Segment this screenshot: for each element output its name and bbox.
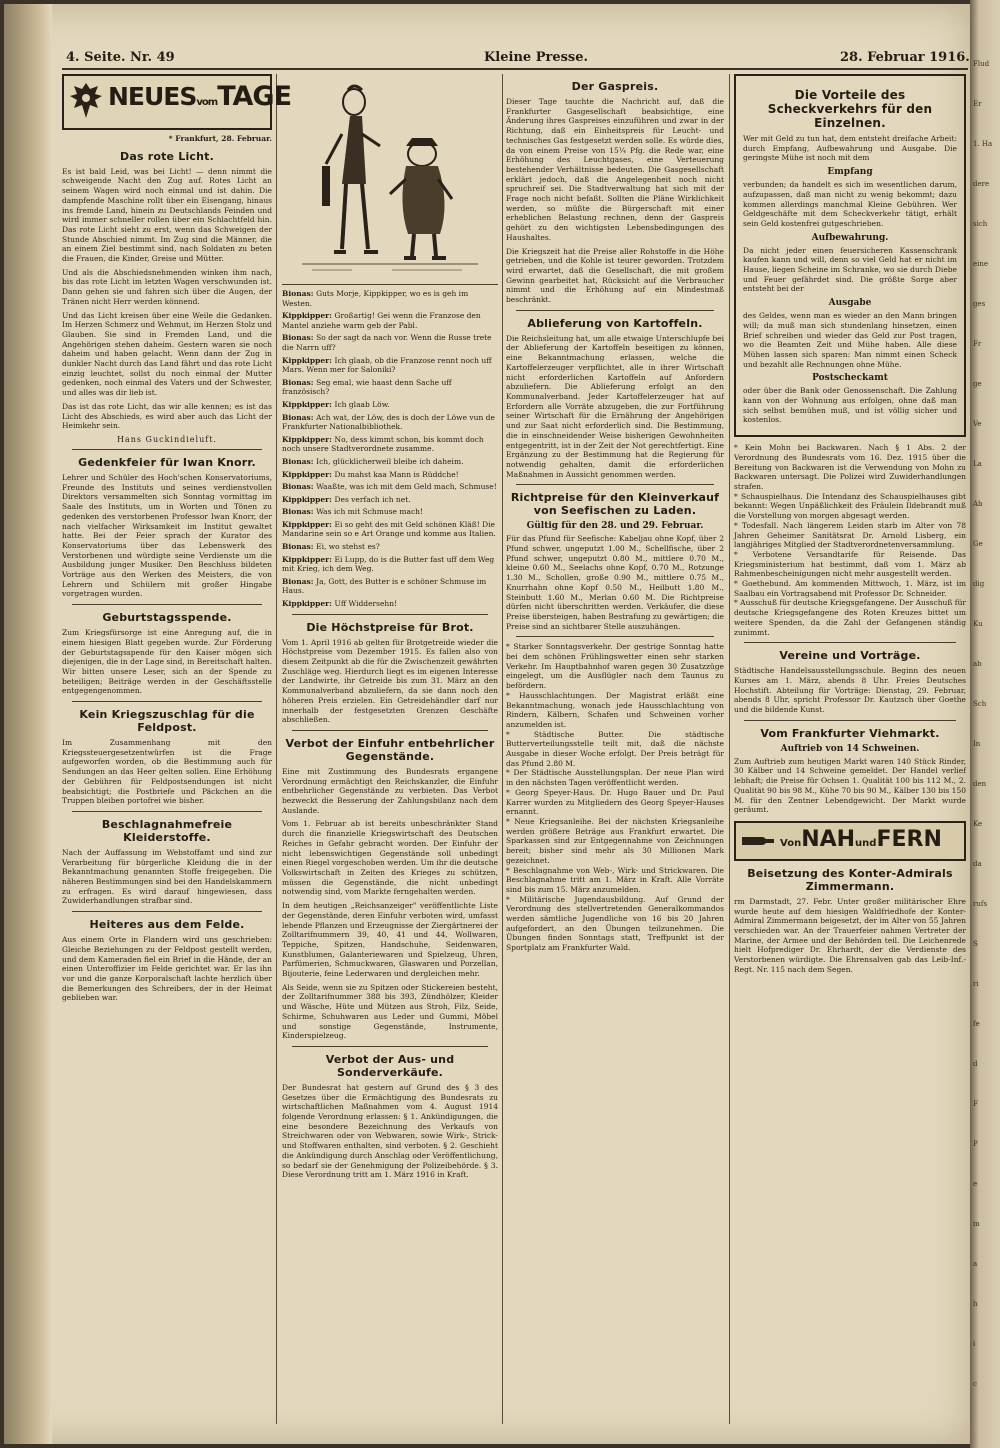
column-rule (502, 74, 503, 1424)
article-title: Richtpreise für den Kleinverkauf von Seefischen zu Laden. (510, 491, 720, 518)
column-1 (62, 74, 292, 1424)
dialog-line (282, 378, 498, 397)
section-divider (72, 911, 262, 912)
adjacent-page-fragment: ab (973, 660, 982, 668)
section-divider (516, 636, 714, 637)
adjacent-page-fragment: 1. Ha (973, 140, 993, 148)
dialog-text: Du mahst kaa Mann is Rüddche! (334, 469, 459, 479)
dateline: * Frankfurt, 28. Februar. (168, 134, 272, 143)
column-4 (734, 74, 966, 1424)
dialog-speaker: Bionas: (282, 482, 317, 492)
article-title: Geburtstagsspende. (102, 611, 232, 625)
article-title: Der Gaspreis. (571, 80, 659, 93)
dialog-text: Ei so geht des mit Geld schönen Kläß! Die Mandarine sein so e Art Orange und komme aus Italien. (282, 519, 496, 539)
dialog-speaker: Bionas: (282, 412, 317, 422)
article-paragraph: Dieser Tage tauchte die Nachricht auf, daß die Frankfurter Gasgesellschaft beabsichtige, eine Änderung ihres Gaspreises einzuführen und zwar in der Richtung, daß ein Einheitspreis für Leucht- und technisches Gas festgesetzt werden solle. Es würde dies, da von einem Preise von 15¼ Pfg. die Rede war, eine Erhöhung des Leuchtgases, eine Verteuerung bestehender Verhältnisse bedeuten. Die Gasgesellschaft erklärt jedoch, daß die Angelegenheit noch nicht spruchreif sei. Die Stadtverwaltung hat sich mit der Frage noch nicht befaßt. Sollten die Pläne Wirklichkeit werden, so müßte die Bürgerschaft mit einer erheblichen Belastung rechnen, denn der Gaspreis gehört zu den wichtigsten Lebensbedingungen des Haushaltes. (506, 97, 724, 242)
box-subhead: Postscheckamt (812, 373, 888, 384)
dialog-text: Großartig! Gei wenn die Franzose den Mantel anziehe warm geb der Pabl. (282, 311, 481, 330)
adjacent-page-fragment: ges (973, 300, 986, 308)
dialog-speaker: Bionas: (282, 289, 317, 298)
von-nah-und-fern-banner (734, 821, 966, 861)
adjacent-page-fragment: ri (973, 980, 979, 988)
box-paragraph: verbunden; da handelt es sich im wesentlichen darum, aufzupassen, daß man nicht zu wenig bekommt; dazu kommen allerdings manchmal Kleine Gebühren. Wer Geldgeschäfte mit dem Scheckverkehr tätigt, erhält sein Geld kostenfrei gutgeschrieben. (743, 180, 957, 228)
article-paragraph: Lehrer und Schüler des Hoch'schen Konservatoriums, Freunde des Instituts und seines verdienstvollen Direktors versammelten sich Sonntag vormittag im Saale des Instituts, um in Worten und Tönen zu gedenken des verstorbenen Professor Iwan Knorr, der nach vielfacher Wirksamkeit im Institut gewaltet hatte. Bei der Feier sprach der Kurator des Konservatoriums über das Lebenswerk des Verstorbenen und würdigte seine Verdienste um die Ausbildung junger Musiker. Den Beschluss bildeten Vorträge aus den Werken des Meisters, die von Lehrern und Schülern mit großer Hingabe vorgetragen wurden. (62, 472, 272, 599)
article-title: Das rote Licht. (119, 149, 215, 163)
article-title: Vom Frankfurter Viehmarkt. (760, 726, 940, 740)
dialog-line (282, 289, 498, 308)
section-divider (292, 614, 488, 615)
page-number-header: 4. Seite. Nr. 49 (66, 50, 175, 65)
article-paragraph: Das ist das rote Licht, das wir alle kennen; es ist das Licht des Abschieds, es wird aber auch das Licht der Heimkehr sein. (62, 401, 272, 431)
article-paragraph: rm Darmstadt, 27. Febr. Unter großer militärischer Ehre wurde heute auf dem hiesigen Waldfriedhofe der Konter-Admiral Zimmermann beigesetzt, der im Alter von 55 Jahren verschieden war. An der Trauerfeier nahmen Vertreter der Marine, der Armee und der Behörden teil. Die Leichenrede hielt Hofprediger Dr. Ehrhardt, der die Verdienste des Verstorbenen würdigte. Die Ehrensalven gab das Leib-Inf.-Regt. Nr. 115 nach dem Segen. (734, 896, 966, 974)
article-paragraph: Eine mit Zustimmung des Bundesrats ergangene Verordnung ermächtigt den Reichskanzler, die Einfuhr entbehrlicher Gegenstände zu verbieten. Das Verbot bezweckt die Besserung der Zahlungsbilanz nach dem Auslande. (282, 766, 498, 815)
adjacent-page-fragment: ge (973, 380, 982, 388)
dialog-text: So der sagt da nach vor. Wenn die Russe trete die Narrn uff? (282, 333, 492, 352)
adjacent-page-fragment: m (973, 1220, 980, 1228)
dialog-text: Ach wat, der Löw, des is doch der Löwe vun de Frankfurter Nationalbibliothek. (282, 412, 495, 432)
eagle-emblem-icon (68, 80, 104, 122)
section-divider (516, 310, 714, 311)
article-title: Die Höchstpreise für Brot. (306, 620, 474, 634)
adjacent-page-fragment: La (973, 460, 982, 468)
dialog-line (282, 599, 498, 609)
dialog-text: Uff Widdersehn! (334, 599, 398, 609)
article-subtitle: Auftrieb von 14 Schweinen. (780, 743, 920, 754)
dialog-line (282, 555, 498, 574)
dialog-speaker: Bionas: (282, 333, 317, 343)
article-title: Verbot der Aus- und Sonderverkäufe. (325, 1052, 455, 1079)
adjacent-page-fragment: c (973, 1380, 977, 1388)
adjacent-page-fragment: Sch (973, 700, 987, 708)
cartoon-dialog (282, 289, 498, 609)
adjacent-page-fragment: h (973, 1300, 978, 1308)
dialog-speaker: Bionas: (282, 456, 317, 466)
dialog-line (282, 311, 498, 330)
box-paragraph: des Geldes, wenn man es wieder an den Mann bringen will; da muß man sich stundenlang hinsetzen, einen Brief schreiben und wieder das Geld zur Post tragen, wo die Beamten Zeit und Mühe haben. Alle diese Mühen lassen sich sparen: Man nimmt einen Scheck und bezahlt alle Rechnungen ohne Mühe. (743, 311, 957, 369)
box-paragraph: Wer mit Geld zu tun hat, dem entsteht dreifache Arbeit: durch Empfang, Aufbewahrung und Ausgabe. Die geringste Mühe ist noch mit dem (743, 134, 957, 163)
adjacent-page-fragment: d (973, 1060, 978, 1068)
article-title: Heiteres aus dem Felde. (89, 918, 245, 932)
article-paragraph: Zum Auftrieb zum heutigen Markt waren 140 Stück Rinder, 30 Kälber und 14 Schweine gemeldet. Der Handel verlief lebhaft; die Preise für Ochsen 1. Qualität 100 bis 112 M., 2. Qualität 90 bis 98 M., Kühe 70 bis 90 M., Kälber 130 bis 150 M. für den Zentner Lebendgewicht. Der Markt wurde geräumt. (734, 756, 966, 815)
dialog-line (282, 356, 498, 375)
box-subhead: Empfang (827, 167, 873, 178)
adjacent-page-fragment: Flud (973, 60, 990, 68)
dialog-line (282, 495, 498, 505)
dialog-speaker: Bionas: (282, 377, 317, 387)
dialog-text: Ich glaab Löw. (334, 399, 390, 409)
dialog-text: Was ich mit Schmuse mach! (316, 507, 424, 517)
adjacent-page-fragment: Ku (973, 620, 983, 628)
neues-vom-tage-masthead (62, 74, 292, 130)
section-divider (292, 730, 488, 731)
adjacent-page-fragment: Ab (973, 500, 983, 508)
dialog-line (282, 470, 498, 480)
dialog-speaker: Bionas: (282, 542, 317, 552)
binding-spine (4, 4, 52, 1444)
adjacent-page-fragment: dig (973, 580, 985, 588)
article-paragraph: Die Kriegszeit hat die Preise aller Rohstoffe in die Höhe getrieben, und die Kohle ist teurer geworden. Trotzdem wird erwartet, daß die Gesellschaft, die mit großem Gewinn gearbeitet hat, Rücksicht auf die Verbraucher nimmt und die Erhöhung auf ein Mindestmaß beschränkt. (506, 246, 724, 305)
article-title: Vereine und Vorträge. (779, 649, 921, 663)
box-subhead: Aufbewahrung. (811, 232, 889, 243)
author-signature: Hans Guckindieluft. (117, 434, 217, 444)
dialog-speaker: Kippkipper: (282, 469, 335, 479)
article-title: Beisetzung des Konter-Admirals Zimmermann. (747, 866, 953, 893)
dialog-text: Waaßte, was ich mit dem Geld mach, Schmuse! (316, 482, 497, 492)
dialog-speaker: Kippkipper: (282, 599, 335, 609)
dialog-speaker: Kippkipper: (282, 311, 335, 321)
article-title: Beschlagnahmefreie Kleiderstoffe. (101, 817, 233, 844)
section-divider (72, 449, 262, 450)
adjacent-page-fragment: Ke (973, 820, 983, 828)
column-3 (506, 74, 724, 1424)
article-title: Gedenkfeier für Iwan Knorr. (78, 455, 256, 469)
article-paragraph: Es ist bald Leid, was bei Licht! — denn nimmt die schweigende Nacht den Zug auf. Rotes Licht an seinem Wagen wird noch einmal und ist dahin. Die dampfende Maschine rollt über ein Eisengang, hinaus ins fremde Land, hinein zu Deutschlands Feinden und wird immer schneller rollen über ein Schlachtfeld hin. Das rote Licht sieht zu erst, wenn das Schweigen der Stunde Abschied nimmt. Im Zug sind die Männer, die an einem Ziel bestimmt sind, nach Soldaten zu beten die Frauen, die Kinder, Greise und Mütter. (62, 166, 272, 264)
dialog-line (282, 333, 498, 352)
article-paragraph: Vom 1. Februar ab ist bereits unbeschränkter Stand durch die finanzielle Kriegswirtschaft des Deutschen Reiches in Gefahr gebracht worden. Der Einfuhr der nicht lebenswichtigen Gegenstände soll unbedingt einen Riegel vorgeschoben werden. Um ihr die deutsche Volkswirtschaft in Zeiten des Krieges zu schützen, müssen die Gegenstände, die nicht unbedingt notwendig sind, vom Markte ferngehalten werden. (282, 819, 498, 897)
newspaper-title-header: Kleine Presse. (484, 50, 589, 65)
dialog-text: Ei Lupp, do is die Butter fast uff dem Weg mit Krieg, ich dem Weg. (282, 554, 495, 574)
dialog-text: Des verfach ich net. (334, 494, 411, 504)
column-rule (729, 74, 730, 1424)
dialog-line (282, 577, 498, 596)
section-divider (744, 642, 956, 643)
dialog-speaker: Kippkipper: (282, 554, 335, 564)
dialog-text: Ja, Gott, des Butter is e schöner Schmuse im Haus. (282, 576, 487, 596)
section-divider (72, 811, 262, 812)
cartoon-two-men-icon (282, 74, 498, 284)
article-paragraph: Und als die Abschiedsnehmenden winken ihm nach, bis das rote Licht im letzten Wagen verschwunden ist. Dann gehen sie und fahren sich über die Augen, der Tränen nicht Herr werden könnend. (62, 267, 272, 306)
section-divider (516, 484, 714, 485)
article-paragraph: Die Reichsleitung hat, um alle etwaige Unterschlupfe bei der Ablieferung der Kartoffeln beseitigen zu können, eine Bekanntmachung erlassen, welche die Kartoffelerzeuger verpflichtet, alle in ihrer Wirtschaft nicht erforderlichen Kartoffeln auf Anfordern abzuliefern. Die Ablieferung erfolgt an den Kommunalverband. Jeder Kartoffelerzeuger hat auf Erfordern alle Vorräte abzugeben, die zur Fortführung seiner Wirtschaft für die Ernährung der Angehörigen und zur Saat nicht erforderlich sind. Die Bestimmung, die in einschneidender Weise bisherigen Gewohnheiten entgegentritt, ist in der Zeit der Not gerechtfertigt. Eine Ergänzung zu der Bestimmung hat die Regierung für notwendig gehalten, damit die erforderlichen Maßnahmen in Aussicht genommen werden. (506, 333, 724, 479)
adjacent-page-fragment: Ve (973, 420, 982, 428)
dialog-line (282, 507, 498, 517)
section-divider (292, 1046, 488, 1047)
article-paragraph: Zum Kriegsfürsorge ist eine Anregung auf, die in einem hiesigen Blatt gegeben wurde. Zur Förderung der Geburtstagsspende für den Kaiser mögen sich diejenigen, die in der Lage sind, in Bereitschaft halten. Wir bitten unsere Leser, sich an der Spende zu beteiligen; Beiträge werden in der Geschäftsstelle entgegengenommen. (62, 628, 272, 696)
dialog-line (282, 400, 498, 410)
dialog-speaker: Bionas: (282, 507, 317, 517)
dialog-speaker: Kippkipper: (282, 494, 335, 504)
adjacent-page-fragment: P (973, 1140, 978, 1148)
adjacent-page-fragment: a (973, 1260, 978, 1268)
box-title: Die Vorteile des Scheckverkehrs für den Einzelnen. (767, 88, 933, 130)
article-paragraph: Für das Pfund für Seefische: Kabeljau ohne Kopf, über 2 Pfund schwer, ungeputzt 1.00 M., Schellfische, über 2 Pfund schwer, ungeputzt 0.80 M., mittlere 0.70 M., kleine 0.60 M., Seelachs ohne Kopf, 0.70 M., Rotzunge 1.30 M., Schollen, große 0.90 M., mittlere 0.75 M., Knurrhahn ohne Kopf 0.50 M., Heilbutt 1.80 M., Steinbutt 1.60 M., Merlan 0.60 M. Die Richtpreise dürfen nicht überschritten werden. Verkäufer, die diese Preise übersteigen, haben Bestrafung zu gewärtigen; die Preise sind an sichtbarer Stelle auszuhängen. (506, 534, 724, 631)
dialog-line (282, 457, 498, 467)
newspaper-page (4, 4, 970, 1444)
dialog-speaker: Bionas: (282, 576, 317, 586)
dialog-text: Ich glaab, ob die Franzose rennt noch uff Mars. Wenn mer for Saloniki? (282, 355, 492, 375)
box-paragraph: Da nicht jeder einen feuersicheren Kassenschrank kaufen kann und will, denn so viel Geld hat er nicht im Hause, liegen Scheine im Schranke, wo sie durch Diebe und Feuer gefährdet sind. Die größte Sorge aber entsteht bei der (743, 245, 957, 294)
adjacent-page-fragment: Er (973, 100, 982, 108)
dialog-line (282, 413, 498, 432)
adjacent-page-fragment: e (973, 1180, 978, 1188)
adjacent-page-strip (970, 0, 1000, 1448)
article-paragraph: Städtische Handelsausstellungsschule. Beginn des neuen Kurses am 1. März, abends 8 Uhr. Freies Deutsches Hochstift. Abteilung für Vorträge: Dienstag, 29. Februar, abends 8 Uhr, spricht Professor Dr. Kautzsch über Goethe und die bildende Kunst. (734, 666, 966, 715)
adjacent-page-fragment: i (973, 1340, 976, 1348)
adjacent-page-fragment: dere (973, 180, 990, 188)
article-title: Kein Kriegszuschlag für die Feldpost. (79, 708, 255, 735)
dialog-line (282, 482, 498, 492)
dialog-speaker: Kippkipper: (282, 434, 335, 444)
adjacent-page-fragment: Fr (973, 340, 982, 348)
dialog-text: Ich, glücklicherweil bleibe ich daheim. (316, 456, 464, 466)
adjacent-page-fragment: fe (973, 1020, 980, 1028)
scheck-advertisement-box (734, 74, 966, 437)
section-divider (72, 604, 262, 605)
article-paragraph: Als Seide, wenn sie zu Spitzen oder Stickereien besteht, der Zolltarifnummer 388 bis 393, Zündhölzer, Kleider und Wäsche, Hüte und Mützen aus Stroh, Filz, Seide, Schirme, Schuhwaren aus Leder und Gummi, Möbel und sonstige Gegenstände, Instrumente, Kinderspielzeug. (282, 982, 498, 1041)
article-paragraph: Und das Licht kreisen über eine Weile die Gedanken. Im Herzen Schmerz und Wehmut, im Herzen Stolz und Glauben. Sie sind in Fremden Land, und die Angehörigen stehen daheim. Gestern waren sie noch daheim und haben gelacht. Wenn dann der Zug in dunkler Nacht durch das Land fährt und das rote Licht einzig leuchtet, sollst du noch einmal der Mutter gedenken, noch einmal des Vaters und der Schwester, und alles was dir lieb ist. (62, 310, 272, 398)
dialog-text: Guts Morje, Kippkipper, wo es is geh im Westen. (282, 289, 469, 308)
adjacent-page-fragment: den (973, 780, 987, 788)
local-news-items: * Starker Sonntagsverkehr. Der gestrige Sonntag hatte bei dem schönen Frühlingswetter einen sehr starken Verkehr. Im Hauptbahnhof waren gegen 30 Zusatzzüge eingelegt, um die Ausflügler nach dem Taunus zu befördern. * Hausschlachtungen. Der Magistrat erläßt eine Bekanntmachung, wonach jede Hausschlachtung von Rindern, Kälbern, Schafen und Schweinen vorher anzumelden ist. * Städtische Butter. Die städtische Butterverteilungsstelle teilt mit, daß die nächste Ausgabe in dieser Woche erfolgt. Der Preis beträgt für das Pfund 2.80 M. * Der Städtische Ausstellungsplan. Der neue Plan wird in den nächsten Tagen veröffentlicht werden. * Georg Speyer-Haus. Dr. Hugo Bauer und Dr. Paul Karrer wurden zu Mitgliedern des Georg Speyer-Hauses ernannt. * Neue Kriegsanleihe. Bei der nächsten Kriegsanleihe werden größere Beträge aus Frankfurt erwartet. Die Sparkassen sind zur Entgegennahme von Zeichnungen bereit; bisher sind mehr als 30 Millionen Mark gezeichnet. * Beschlagnahme von Web-, Wirk- und Strickwaren. Die Beschlagnahme tritt am 1. März in Kraft. Alle Vorräte sind bis zum 15. März anzumelden. * Militärische Jugendausbildung. Auf Grund der Verordnung des stellvertretenden Generalkommandos werden sämtliche Jugendliche von 16 bis 20 Jahren aufgefordert, an den Übungen teilzunehmen. Die Übungen finden Sonntags statt, Treffpunkt ist der Sportplatz am Frankfurter Wald. (506, 642, 724, 953)
column-2 (282, 74, 498, 1424)
local-news-items: * Kein Mohn bei Backwaren. Nach § 1 Abs. 2 der Verordnung des Bundesrats vom 16. Dez. 1915 über die Bereitung von Backwaren ist die Verwendung von Mohn zu Backwaren untersagt. Die Polizei wird Zuwiderhandlungen strafen. * Schauspielhaus. Die Intendanz des Schauspielhauses gibt bekannt: Wegen Unpäßlichkeit des Fräulein Ildebrandt muß die Vorstellung von morgen abgesagt werden. * Todesfall. Nach längerem Leiden starb im Alter von 78 Jahren Geheimer Sanitätsrat Dr. Arnold Lisberg, ein langjähriges Mitglied der Stadtverordnetenversammlung. * Verbotene Versandtarife für Reisende. Das Kriegsministerium hat bestimmt, daß vom 1. März ab Rahmenbescheinigungen nicht mehr ausgestellt werden. * Goethebund. Am kommenden Mittwoch, 1. März, ist im Saalbau ein Vortragsabend mit Professor Dr. Schneider. * Ausschuß für deutsche Kriegsgefangene. Der Ausschuß für deutsche Kriegsgefangene des Roten Kreuzes bittet um weitere Spenden, da die Zahl der Gefangenen ständig zunimmt. (734, 443, 966, 637)
adjacent-page-fragment: S (973, 940, 978, 948)
date-header: 28. Februar 1916. (840, 50, 970, 65)
adjacent-page-fragment: eine (973, 260, 989, 268)
hand-pointer-icon (740, 827, 776, 855)
article-title: Verbot der Einfuhr entbehrlicher Gegenstände. (285, 736, 495, 763)
adjacent-page-fragment: Ge (973, 540, 983, 548)
article-paragraph: In dem heutigen „Reichsanzeiger" veröffentlichte Liste der Gegenstände, deren Einfuhr verboten wird, umfasst lebende Pflanzen und Erzeugnisse der Ziergärtnerei der Zolltarifnummern 39, 40, 41 und 44, Wollwaren, Teppiche, Spitzen, Handschuhe, Seidenwaren, Kunstblumen, Galanteriewaren und Spielzeug, Uhren, Parfümerien, Schmuckwaren, Glaswaren und Porzellan, Bijouterie, feine Lederwaren und dergleichen mehr. (282, 901, 498, 979)
adjacent-page-fragment: rufs (973, 900, 988, 908)
section-divider (72, 701, 262, 702)
dialog-text: Seg emal, wie haast denn Sache uff französisch? (282, 377, 452, 397)
article-paragraph: Im Zusammenhang mit den Kriegssteuergesetzentwürfen ist die Frage aufgeworfen worden, ob die Bestimmung auch für Sendungen an das Heer gelten sollen. Eine Erhöhung der Gebühren für Feldpostsendungen ist nicht beabsichtigt; die Postbriefe und Päckchen an die Truppen bleiben portofrei wie bisher. (62, 738, 272, 806)
adjacent-page-fragment: F (973, 1100, 978, 1108)
masthead-title: NEUESvomTAGE (108, 81, 292, 112)
article-paragraph: Nach der Auffassung im Webstoffamt und sind zur Verarbeitung für bürgerliche Kleidung die in der Bekanntmachung genannten Stoffe freigegeben. Die näheren Bestimmungen sind bei den Handelskammern zu erfragen. Es wird darauf hingewiesen, dass Zuwiderhandlungen strafbar sind. (62, 847, 272, 906)
article-paragraph: Aus einem Orte in Flandern wird uns geschrieben: Gleiche Beziehungen zu der Feldpost gestellt werden, und dem Kameraden fiel ein Brief in die Hände, der an einen Unteroffizier im Felde gerichtet war. Er las ihn vor und die ganze Korporalschaft lachte herzlich über die Bemerkungen des Schreibers, der in der Heimat geblieben war. (62, 935, 272, 1003)
box-paragraph: oder über die Bank oder Genossenschaft. Die Zahlung kann von der Wohnung aus erfolgen, ohne daß man sich selbst bemühen muß, und ist völlig sicher und kostenlos. (743, 386, 957, 425)
adjacent-page-fragment: da (973, 860, 982, 868)
header-rule (62, 68, 968, 70)
dialog-line (282, 520, 498, 539)
article-paragraph: Vom 1. April 1916 ab gelten für Brotgetreide wieder die Höchstpreise vom Dezember 1915. Es fallen also von diesem Zeitpunkt ab die für die Zwischenzeit gewährten Zuschläge weg. Hierdurch liegt es im eigenen Interesse der Landwirte, ihr Getreide bis zum 31. März an den Kommunalverband abzuliefern, da sie dann noch den höheren Preis erzielen. Ein Getreidehändler darf nur innerhalb der festgesetzten Grenzen Geschäfte abschließen. (282, 637, 498, 725)
adjacent-page-fragment: In (973, 740, 981, 748)
banner-title: VonNAHundFERN (780, 826, 942, 852)
column-rule (276, 74, 277, 1424)
dialog-text: Ei, wo stehst es? (316, 542, 380, 552)
cartoon-illustration (282, 74, 498, 285)
article-subtitle: Gültig für den 28. und 29. Februar. (526, 521, 704, 532)
article-paragraph: Der Bundesrat hat gestern auf Grund des § 3 des Gesetzes über die Ermächtigung des Bundesrats zu wirtschaftlichen Maßnahmen vom 4. August 1914 folgende Verordnung erlassen: § 1. Ankündigungen, die eine besondere Bezeichnung des Verkaufs von Streichwaren oder von Webwaren, sowie Wirk-, Strick- und Stoffwaren enthalten, sind verboten. § 2. Geschieht die Ankündigung durch Anschlag oder Veröffentlichung, so bedarf sie der Genehmigung der Polizeibehörde. § 3. Diese Verordnung tritt am 1. März 1916 in Kraft. (282, 1082, 498, 1180)
dialog-text: No, dess kimmt schon, bis kommt doch noch unsere Stadtverordnete zusamme. (282, 434, 484, 454)
box-subhead: Ausgabe (828, 298, 872, 309)
article-title: Ablieferung von Kartoffeln. (527, 316, 703, 330)
adjacent-page-fragment: sich (973, 220, 988, 228)
dialog-speaker: Kippkipper: (282, 355, 335, 365)
dialog-speaker: Kippkipper: (282, 519, 335, 529)
dialog-speaker: Kippkipper: (282, 399, 335, 409)
section-divider (744, 720, 956, 721)
dialog-line (282, 435, 498, 454)
dialog-line (282, 542, 498, 552)
